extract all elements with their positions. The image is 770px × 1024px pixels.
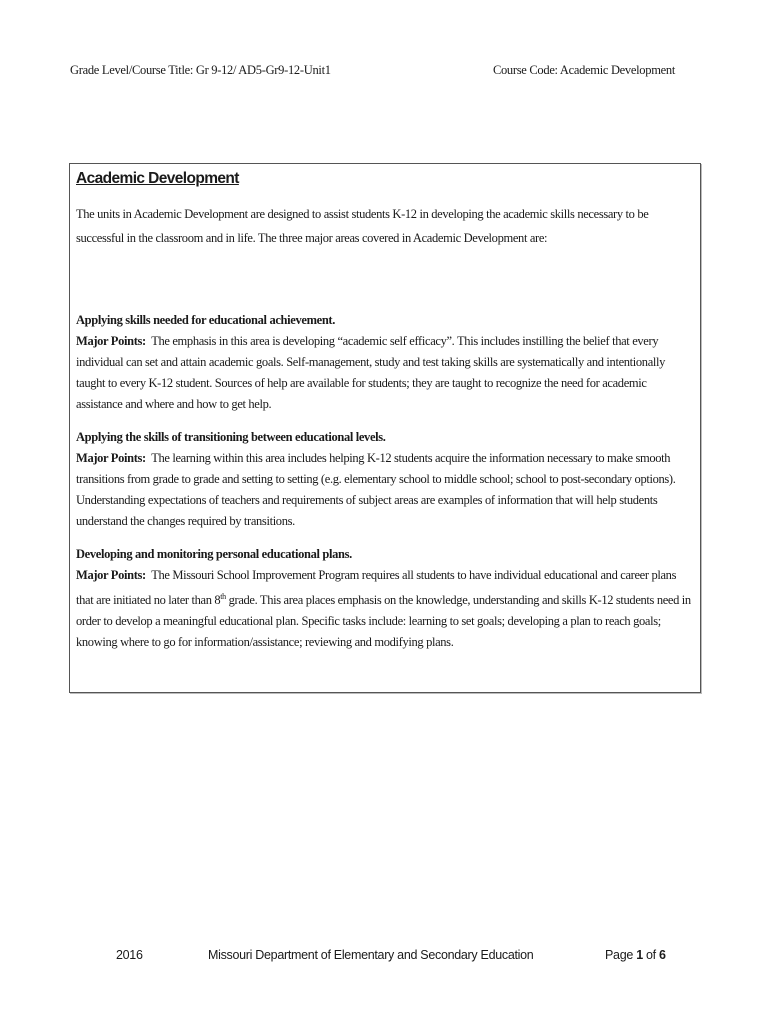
spacer (76, 250, 692, 310)
page-of: of (646, 948, 656, 962)
section-transitioning (76, 427, 692, 532)
section-text-continued: grade. This area places emphasis on the knowledge, understanding and skills K-12 students need in order to develop a meaningful educational plan. Specific tasks include: learning to set goals; developing a plan to reach goals; knowing where to go for information/assistance; reviewing and modifying plans. (76, 593, 691, 650)
ordinal-superscript: th (220, 592, 226, 601)
academic-development-box (69, 163, 701, 693)
spacer (76, 532, 692, 544)
footer-year: 2016 (116, 948, 143, 962)
spacer (76, 415, 692, 427)
footer-page-number (605, 948, 666, 962)
section-heading: Applying the skills of transitioning between educational levels. (76, 430, 386, 444)
major-points-label: Major Points: (76, 451, 146, 465)
section-educational-achievement (76, 310, 692, 415)
box-title: Academic Development (76, 170, 239, 187)
intro-paragraph: The units in Academic Development are designed to assist students K-12 in developing the academic skills necessary to be successful in the classroom and in life. The three major areas covered in Academic Development are: (76, 207, 649, 245)
major-points-label: Major Points: (76, 568, 146, 582)
page-word: Page (605, 948, 633, 962)
header-course-title: Grade Level/Course Title: Gr 9-12/ AD5-Gr9-12-Unit1 (70, 63, 331, 77)
footer-organization: Missouri Department of Elementary and Secondary Education (208, 948, 534, 962)
section-text: The emphasis in this area is developing “academic self efficacy”. This includes instilling the belief that every individual can set and attain academic goals. Self-management, study and test taking skills are systematically and intentionally taught to every K-12 student. Sources of help are available for students; they are taught to recognize the need for academic assistance and where and how to get help. (76, 334, 666, 411)
section-text: The Missouri School Improvement Program requires all students to have individual educational and career plans that are initiated no later than 8 (76, 568, 677, 608)
box-content (76, 170, 692, 653)
major-points-label: Major Points: (76, 334, 146, 348)
section-heading: Applying skills needed for educational achievement. (76, 313, 336, 327)
section-heading: Developing and monitoring personal educational plans. (76, 547, 352, 561)
header-course-code: Course Code: Academic Development (492, 63, 675, 77)
section-text: The learning within this area includes helping K-12 students acquire the information necessary to make smooth transitions from grade to grade and setting to setting (e.g. elementary school to middle school; school to post-secondary options). Understanding expectations of teachers and requirements of subject areas are examples of information that will help students understand the changes required by transitions. (76, 451, 676, 528)
section-educational-plans (76, 544, 692, 653)
page-current: 1 (636, 948, 643, 962)
page-total: 6 (659, 948, 666, 962)
